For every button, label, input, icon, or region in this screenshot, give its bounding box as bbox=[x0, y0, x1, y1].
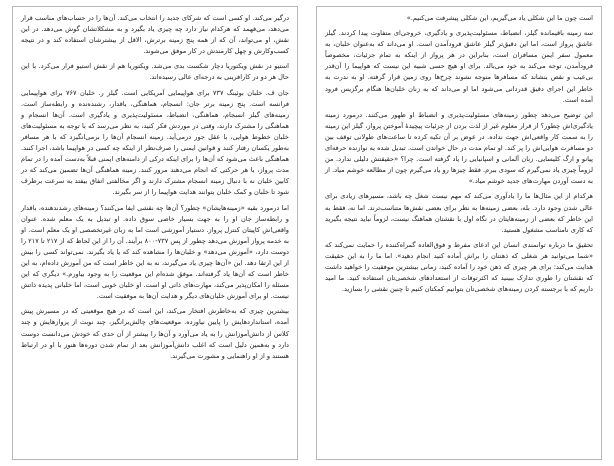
paragraph: تحقیق ما درباره توانمندی انسان این ادعای مفرط و فوق‌العاده گمراه‌کننده را حمایت نمی‌کند که «شما می‌توانید هر شغلی که ذهنتان را براش آماده کنید انجام دهید». اما ما را به این حقیقت هدایت می‌کند: برای هر چیزی که ذهن خود را آماده کنید، زمانی بیشترین موفقیت را خواهید داشت که نقشتان را طوری تدارک ببینید که اکثرتوفات از استعدادهای شخصی‌تان استفاده کنید. ما امید داریم که با برجسته کردن زمینه‌های شخصی‌تان بتوانیم کمکتان کنیم تا چنین نقشی را بسازید. bbox=[325, 240, 593, 294]
paragraph: بیشترین چیزی که به‌خاطرش افتخار می‌کند، این است که در هیچ موقعیتی که در مسیرش پیش آمده، استانداردهایش را پایین نیاورده. موقعیت‌های چالش‌برانگیز، چند نوبت از پروازهایش و چند کلاس از دانش‌آموزانش را به یاد می‌آورد و آن‌ها را بیشتر از آن حدی که خودش می‌دانست دوست دارد و به‌همین دلیل است که اغلب دانش‌آموزانش بعد از تمام شدن دوره‌ها هنوز با او در ارتباط هستند و از او راهنمایی و مشورت می‌گیرند. bbox=[21, 307, 289, 360]
paragraph: این توضیح می‌دهد چطور زمینه‌های مسئولیت‌پذیری و انضباط او ظهور می‌کنند. درمورد زمینه یادگیری‌اش چطور؟ از قرار معلوم غیر از لذت بردن از جزئیات پیچیدهٔ آموختن پرواز، گیلز این زمینه را به سمت کار واقعی‌اش جهت نداده. در عوض بر آن تکیه کرده تا ساعت‌های طولانی توقف بین دو مسافرت هوایی‌اش را پر کند. او تمام مدت در حال خواندن است. تبدیل شده به نوازنده حرفه‌ای پیانو و ارگ کلیسایی. زبان آلمانی و اسپانیایی را یاد گرفته است. چرا؟ «حقیقتش دلیلی ندارد. من لزوماً چیزی یاد نمی‌گیرم که سودی ببرم. فقط چیزها رو یاد می‌گیرم چون از مطالعه خوشم میاد. از به دست آوردن مهارت‌های جدید خوشم میاد.» bbox=[325, 110, 593, 186]
right-page bbox=[316, 6, 602, 460]
left-page bbox=[12, 6, 298, 460]
paragraph: است چون ما این شکلی یاد می‌گیریم، این شکلی پیشرفت می‌کنیم.» bbox=[406, 14, 593, 22]
paragraph: درگیر می‌کند. او کسی است که شرکای جدید را انتخاب می‌کند. آن‌ها را در حساب‌های مناسب قرار می‌دهد، می‌فهمد که هرکدام نیاز دارد چه چیزی یاد بگیرد و به مشکلاتشان گوش می‌دهد. در این نقش، او می‌تواند، آن که از همه پنج زمینه برترش، الاقل از بیشترشان استفاده کند و در نتیجه کسب‌وکارش و چهل کارمندش در کار موفق می‌شوند. bbox=[21, 14, 289, 56]
paragraph: سه زمینه باقیمانده گیلز، انضباط، مسئولیت‌پذیری و یادگیری، خروجی‌ای متفاوت پیدا کردند. گیلز عاشق پرواز است، اما این دقیق‌تر گیلز عاشق فرودآمدن است. او می‌داند که به‌عنوان خلبان، به معمول سفر ایمن مسافران است، بنابراین در هر پرواز از اینکه به تمام جزئیات، مخصوصاً فرودآمدن، توجه می‌کند به خود می‌بالد. برای او هیچ حسی شبیه این نیست که هواپیما را آن‌قدر بی‌عیب و نقص بنشاند که مسافرها متوجه نشوند چرخ‌ها روی زمین قرار گرفته. او به ندرت به خاطر این اجرای دقیق قدردانی می‌شود اما او می‌داند که به زنان خلبان‌ها هنگام برگزیس فرود آمده است. bbox=[325, 29, 593, 104]
paragraph: جان ف. خلبان بوئینگ ۷۳۷ برای هواپیمایی آمریکایی است. گیلز ر. خلبان ۷۶۷ برای هواپیمایی فرانسه است. پنج زمینه برتر جان: انسجام، هماهنگی، باقدار، رشنده‌نده و رابطه‌ساز است. زمینه‌های گیلز انسجام، هماهنگی، انضباط، مسئولیت‌پذیری و یادگیری است. آن‌ها انسجام و هماهنگی را مشترک دارند، وقتی در موردش فکر کنید، به نظر می‌رسد که با توجه به مسئولیت‌های خلبان خطوط هوایی، با عقل جور درمی‌آید. زمینه انسجام آن‌ها را برمی‌انگیزد که با هر مسافر به‌طور یکسان رفتار کنند و قوانین ایمنی را صرف‌نظر از اینکه چه کسی در هواپیما باشد، اجرا کنند. هماهنگی باعث می‌شود که آن‌ها را برای اینکه درکی از دامنه‌های ایمنی قبلاً به‌دست آمده را در تمام مدت پرواز، با هر حرکتی که انجام می‌دهند مرور کنند. زمینه هماهنگی آن‌ها تضمین می‌کند که در کابین خلبان نه با دنبال زمینه انسجام مشترک دارند و اگر مخالفتی اتفاق بیفتد به سرعت برطرف شود تا خلبان و کمک خلبان بتوانند هدایت هواپیما را از سر بگیرند. bbox=[21, 88, 289, 197]
paragraph: هرکدام از این مثال‌ها ما را یادآوری می‌کند که مهم نیست شغل چه باشد، مسیرهای زیادی برای عالی شدن وجود دارد. بله، بعضی زمینه‌ها به نظر برای بعضی نقش‌ها متناسب‌ترند. اما نه، فقط به این خاطر که بعضی از زمینه‌هایتان در نگاه اول با نقشتان هماهنگ نیست، لزوماً نباید نتیجه بگیرید که کاری نامناسب مشغول هستید. bbox=[325, 192, 593, 234]
paragraph: استیو در نقش ویکتوریا دچار شکست بدی می‌شد. ویکتوریا هم از نقش استیو فرار می‌کرد. با این حال هر دو در کارافرینی به درجه‌ای عالی رسیده‌اند. bbox=[21, 62, 289, 82]
paragraph: اما درمورد بقیه «زمینه‌هایشان» چطور؟ آن‌ها چه نقشی ایفا می‌کنند؟ زمینه‌های رشدندهنده، باقدار و رابطه‌ساز جان او را به جهت بسیار خاصی سوق داده. او تبدیل به یک معلم شده. عنوان واقعی‌اش کاپیتان کنترل پرواز. دستیار آموزشی است اما به زبان غیرتخصصی او یک معلم است. او به خدمه پرواز آموزش می‌دهد چطور از پس ۷۳۷-۸۰۰ برآیند. آن را از این لحاظ که از ۲۱۷ تا ۲۱۷ را دوست دارد، «آموزش می‌دهد» و خلبان‌ها را مشاهده کند که یا یاد بگیرند. نمی‌تواند کسی را بیش از این ارتقا دهد. این «آن‌ها چیزی یاد می‌گیرند، نه به این خاطر است که من آموزش داده‌ام، به این خاطر است که آن‌ها یاد گرفته‌اند. موفق شده‌ام این موقعیت را به وجود بیاورم.» دیگری که این مسئله را امکان‌پذیر می‌کند، مهارت‌های ذاتی او است. او خلبان خوبی است، اما خلبانی پدیده ذاتش نیست. او برای آموزش خلبان‌های دیگر و هدایت آن‌ها به موفقیت است. bbox=[21, 203, 290, 301]
right-page-text bbox=[325, 13, 593, 455]
page-gutter bbox=[299, 6, 315, 460]
left-page-text bbox=[21, 13, 289, 455]
